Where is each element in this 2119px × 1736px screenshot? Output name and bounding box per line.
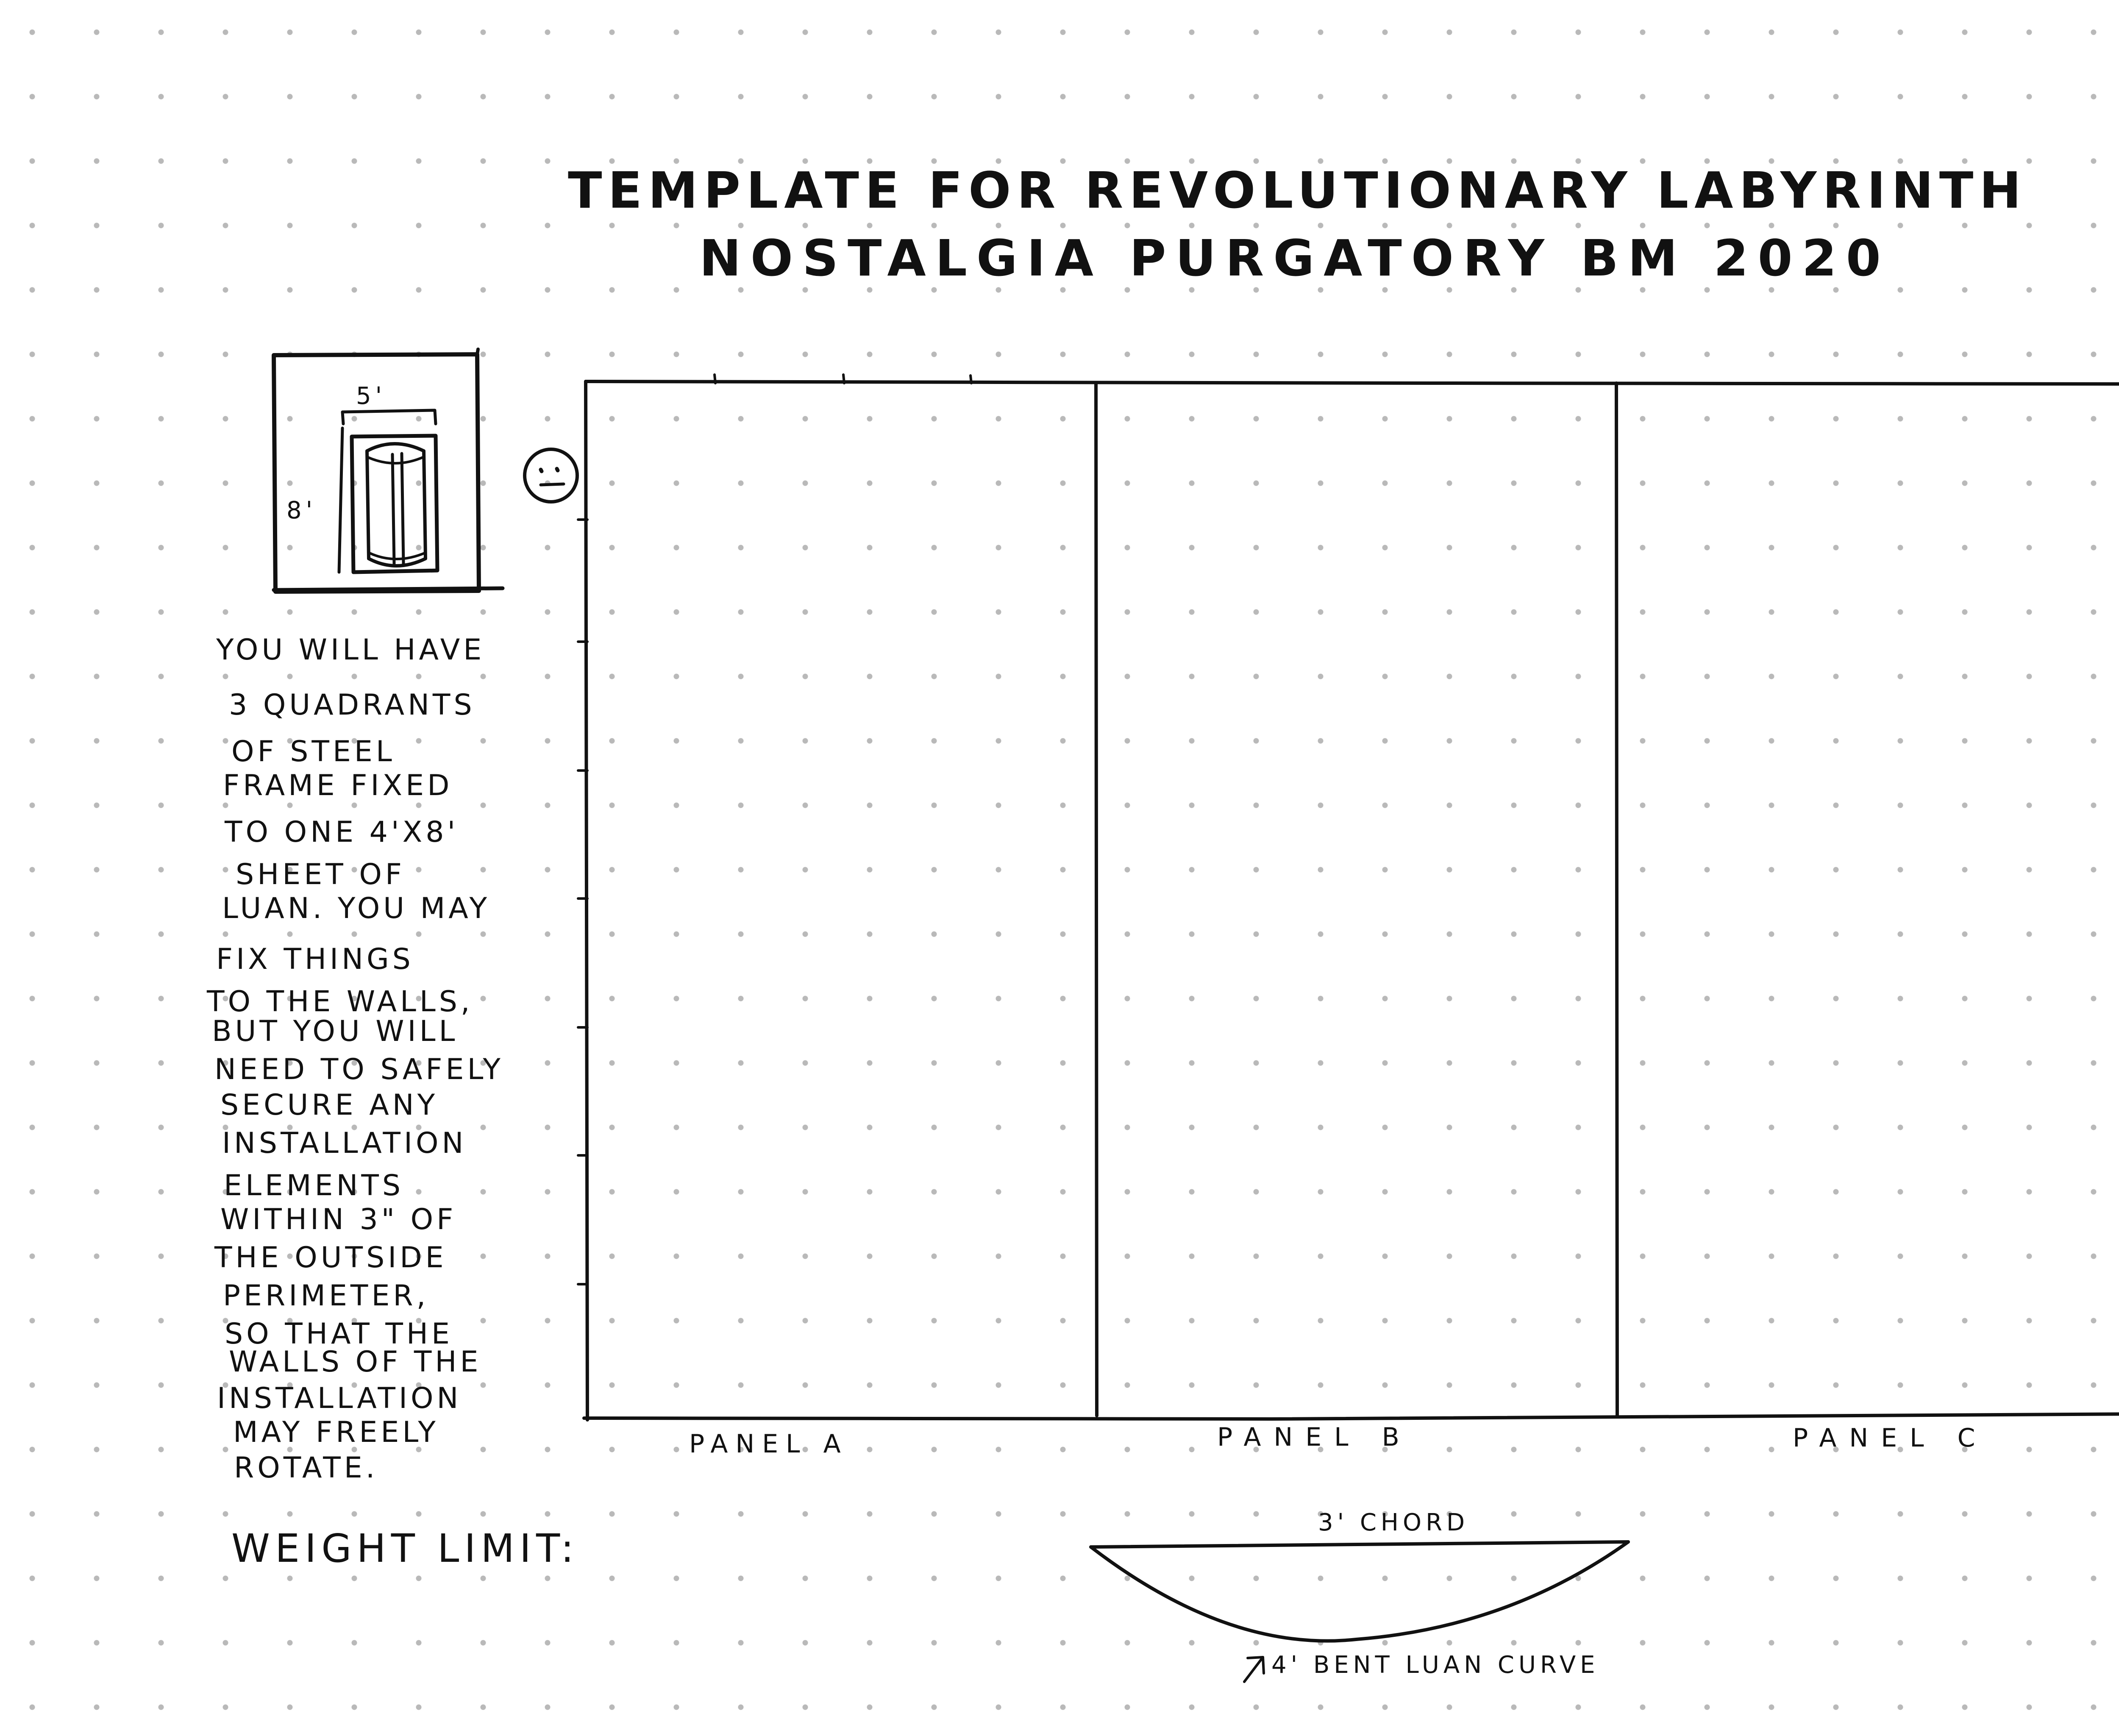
weight-limit-label: WEIGHT LIMIT: [231, 1526, 579, 1571]
instruction-line: WALLS OF THE [229, 1345, 482, 1379]
thumbnail-sketch [274, 349, 503, 592]
instruction-line: LUAN. YOU MAY [222, 892, 491, 925]
instruction-line: SO THAT THE [225, 1317, 453, 1351]
instruction-line: ROTATE. [234, 1451, 378, 1485]
instruction-line: TO ONE 4'X8' [225, 815, 459, 849]
instruction-line: SHEET OF [236, 858, 406, 891]
panel-b-label: PANEL B [1217, 1422, 1412, 1452]
instruction-line: INSTALLATION [222, 1127, 467, 1160]
instruction-line: THE OUTSIDE [214, 1241, 447, 1274]
smiley-face-icon [525, 449, 577, 502]
instruction-line: MAY FREELY [233, 1416, 439, 1449]
instruction-line: 3 QUADRANTS [229, 688, 476, 722]
title-line-1: TEMPLATE FOR REVOLUTIONARY LABYRINTH [568, 161, 2027, 220]
curve-label: 4' BENT LUAN CURVE [1271, 1651, 1599, 1679]
instruction-line: FIX THINGS [216, 943, 414, 976]
chord-label: 3' CHORD [1318, 1509, 1469, 1536]
thumbnail-height-label: 8' [286, 497, 317, 524]
bent-luan-curve [1091, 1542, 1628, 1641]
instruction-line: OF STEEL [231, 735, 395, 768]
instruction-line: NEED TO SAFELY [214, 1053, 504, 1086]
instruction-line: WITHIN 3" OF [220, 1203, 457, 1236]
instruction-line: SECURE ANY [220, 1088, 439, 1122]
panel-c-label: PANEL C [1793, 1423, 1988, 1453]
thumbnail-width-label: 5' [356, 382, 387, 410]
instruction-line: INSTALLATION [217, 1382, 462, 1415]
arrow-up-right-icon [1244, 1657, 1264, 1682]
title-line-2: NOSTALGIA PURGATORY BM 2020 [699, 229, 1890, 287]
instruction-line: BUT YOU WILL [212, 1015, 459, 1048]
panel-a-label: PANEL A [689, 1429, 848, 1459]
instruction-line: YOU WILL HAVE [216, 633, 485, 667]
instruction-line: TO THE WALLS, [207, 985, 473, 1018]
instruction-line: FRAME FIXED [223, 769, 453, 802]
instruction-line: ELEMENTS [224, 1169, 404, 1202]
instruction-line: PERIMETER, [223, 1279, 429, 1313]
panel-frame [578, 375, 2119, 1420]
